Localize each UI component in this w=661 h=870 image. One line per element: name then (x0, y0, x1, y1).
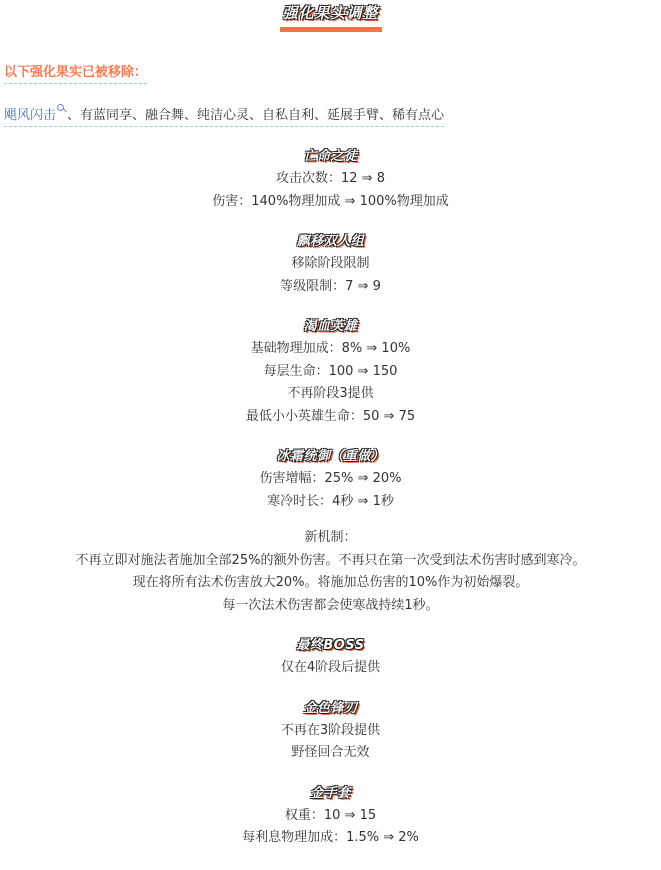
section-frost-dominion (0, 446, 661, 617)
section-golden-gauntlet (0, 783, 661, 850)
removed-fruits-list (4, 104, 444, 127)
change-sections (0, 146, 661, 868)
section-title: 最终BOSS (296, 638, 365, 653)
removed-list-rest: 、有蓝同享、融合舞、纯洁心灵、自私自利、延展手臂、稀有点心 (67, 108, 445, 123)
section-line: 等级限制：7 ⇒ 9 (280, 278, 381, 294)
section-line: 伤害增幅：25% ⇒ 20% (259, 471, 402, 486)
section-title: 亡命之徒 (303, 149, 358, 164)
section-bloodthirsty-hero (0, 316, 661, 428)
section-golden-blade (0, 698, 661, 765)
section-line: 寒冷时长：4秒 ⇒ 1秒 (267, 493, 394, 509)
section-line: 每一次法术伤害都会使寒战持续1秒。 (222, 597, 439, 613)
section-line: 仅在4阶段后提供 (280, 660, 381, 675)
section-line: 每利息物理加成：1.5% ⇒ 2% (242, 830, 419, 845)
section-line: 不再立即对施法者施加全部25%的额外伤害。不再只在第一次受到法术伤害时感到寒冷。 (75, 552, 586, 568)
main-title-underline (280, 27, 382, 32)
section-line: 移除阶段限制 (291, 256, 370, 271)
section-title: 冰霜统御（重做） (276, 449, 385, 464)
search-icon[interactable] (57, 104, 67, 114)
section-outlaw (0, 146, 661, 213)
section-line: 攻击次数：12 ⇒ 8 (276, 171, 385, 186)
main-title-block (0, 2, 661, 32)
section-title: 金手套 (310, 785, 351, 801)
section-drift-duo (0, 231, 661, 298)
section-line: 权重：10 ⇒ 15 (284, 807, 377, 823)
section-line: 每层生命：100 ⇒ 150 (263, 363, 398, 379)
section-line: 新机制： (304, 530, 357, 545)
main-title: 强化果实调整 (282, 4, 379, 22)
section-final-boss (0, 635, 661, 680)
section-line: 伤害：140%物理加成 ⇒ 100%物理加成 (212, 193, 449, 209)
section-line: 不再阶段3提供 (287, 386, 374, 401)
section-title: 金色锋刃 (303, 700, 358, 716)
section-line: 现在将所有法术伤害放大20%。将施加总伤害的10%作为初始爆裂。 (132, 575, 529, 590)
section-title: 飘移双人组 (296, 234, 365, 249)
section-line: 基础物理加成：8% ⇒ 10% (250, 341, 411, 356)
removed-label: 以下强化果实已被移除： (4, 61, 147, 84)
section-line: 最低小小英雄生命：50 ⇒ 75 (245, 408, 416, 424)
section-spacer (0, 513, 661, 527)
section-title: 渴血英雄 (303, 319, 358, 334)
section-line: 野怪回合无效 (291, 745, 370, 760)
link-hurricane-strike[interactable]: 飓风闪击 (4, 108, 57, 123)
section-line: 不再在3阶段提供 (280, 722, 381, 738)
